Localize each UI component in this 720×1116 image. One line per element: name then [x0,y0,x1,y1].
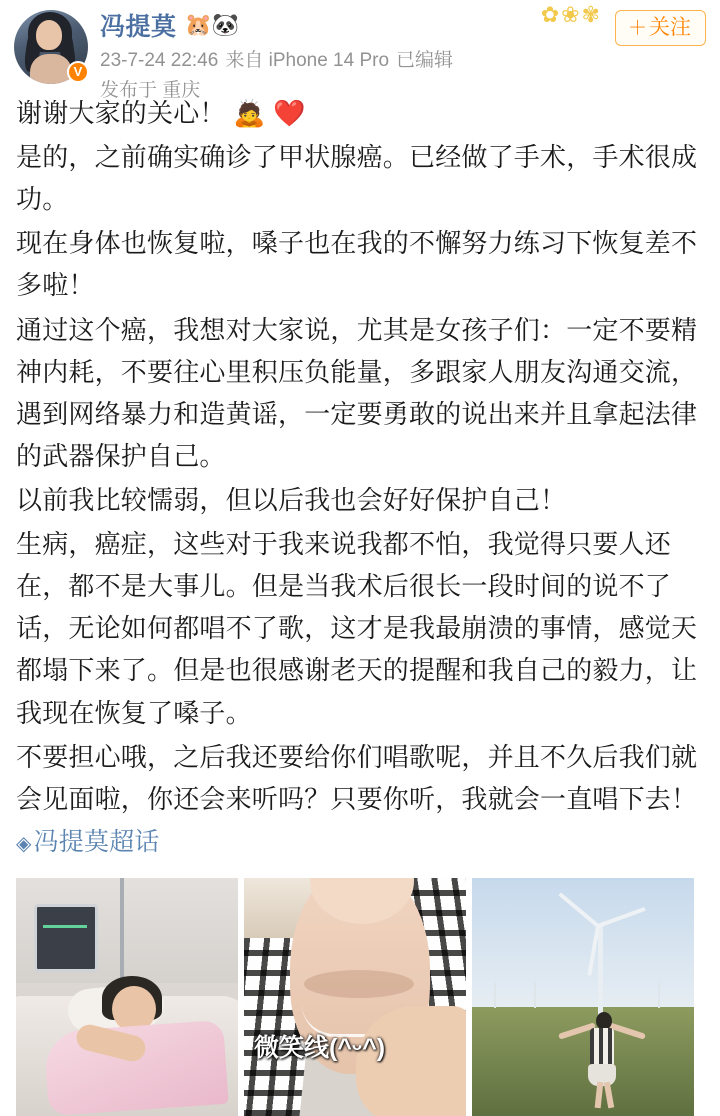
verified-badge-icon: V [67,61,89,83]
topic-link[interactable] [16,828,160,856]
photo1-blanket-shape [43,1020,228,1116]
avatar[interactable] [14,10,88,84]
post-source[interactable]: 来自 iPhone 14 Pro [225,50,390,71]
photo3-ground-shape [472,1007,694,1116]
post-paragraph-text: 不要担心哦，之后我还要给你们唱歌呢，并且不久后我们就会见面啦，你还会来听吗？只要你听，我就会一直唱下去！ [16,741,698,814]
photo1-iv-pole-shape [120,878,124,988]
author-name[interactable]: 冯提莫 [100,13,177,41]
photo3-turbine-pole-shape [598,924,603,1016]
flower-decoration-icon: ✿❀✾ [540,2,602,27]
photo3-far-turbine-shape [494,982,496,1008]
diamond-icon: ◈ [16,832,32,855]
post-paragraph: 谢谢大家的关心！ 🙇 ❤️ [16,98,306,128]
post-paragraph: 生病，癌症，这些对于我来说我都不怕，我觉得只要人还在，都不是大事儿。但是当我术后很长一段时间的说不了话，无论如何都唱不了歌，这才是我最崩溃的事情，感觉天都塌下来了。但是也很感谢老天的提醒和我自己的毅力，让我现在恢复了嗓子。 [16,529,698,728]
post-paragraph-last [16,736,704,863]
photo3-far-turbine-shape [658,982,660,1008]
post-paragraph: 通过这个癌，我想对大家说，尤其是女孩子们：一定不要精神内耗，不要往心里积压负能量，多跟家人朋友沟通交流，遇到网络暴力和造黄谣，一定要勇敢的说出来并且拿起法律的武器保护自己。 [16,314,698,471]
avatar-face-shape [36,20,62,50]
photo3-sky-shape [472,878,694,1011]
post-paragraph: 现在身体也恢复啦，嗓子也在我的不懈努力练习下恢复差不多啦！ [16,228,698,301]
topic-label: 冯提莫超话 [33,827,160,856]
plus-icon: ＋ [627,18,647,39]
photo2-caption-text: 微笑线(^ᵕ^) [254,1034,386,1063]
follow-button-label: 关注 [649,16,691,39]
post-paragraph: 以前我比较懦弱，但以后我也会好好保护自己！ [16,484,567,515]
post-paragraph: 是的，之前确实确诊了甲状腺癌。已经做了手术，手术很成功。 [16,142,698,215]
photo-grassland-windmill[interactable] [472,878,694,1116]
photo-hospital-bed[interactable] [16,878,238,1116]
image-gallery [0,864,720,1116]
avatar-body-shape [30,54,72,84]
post-content [0,86,720,862]
post-location: 发布于 重庆 [100,80,201,101]
follow-button[interactable] [615,10,706,46]
post-edited-flag: 已编辑 [396,50,454,71]
post-header [0,0,720,101]
photo-neck-closeup[interactable] [244,878,466,1116]
post-timestamp: 23-7-24 22:46 [100,50,219,71]
photo3-far-turbine-shape [534,982,536,1008]
author-name-emoji: 🐹🐼 [184,12,240,37]
post-meta [100,45,706,72]
photo1-monitor-shape [34,904,98,972]
